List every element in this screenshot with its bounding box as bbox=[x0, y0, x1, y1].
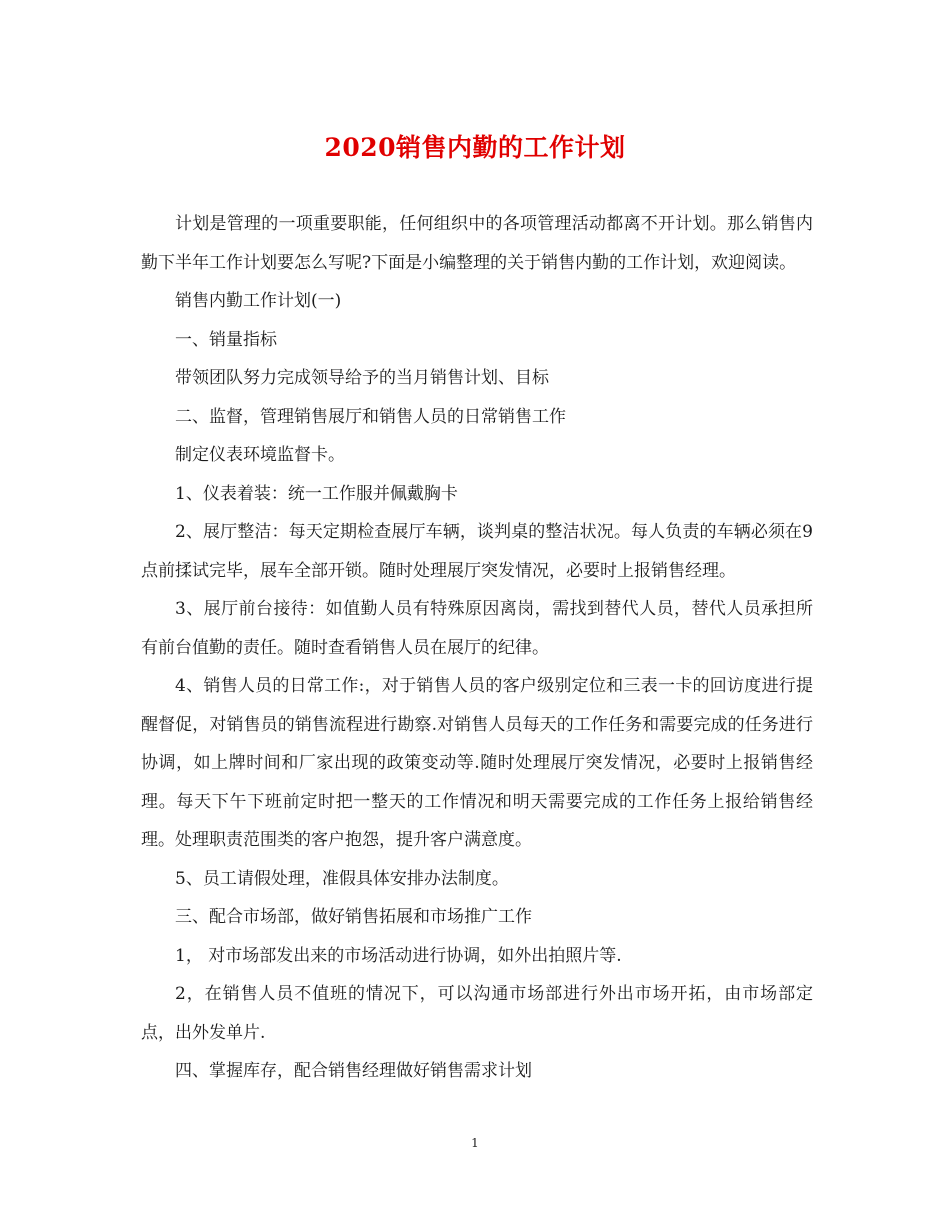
document-title: 2020销售内勤的工作计划 bbox=[324, 133, 626, 162]
page-number: 1 bbox=[471, 1136, 479, 1150]
paragraph-section-heading: 销售内勤工作计划(一) bbox=[175, 291, 342, 311]
list-item: 2，在销售人员不值班的情况下，可以沟通市场部进行外出市场开拓，由市场部定点，出外发单片. bbox=[141, 984, 813, 1043]
list-item: 3、展厅前台接待：如值勤人员有特殊原因离岗，需找到替代人员，替代人员承担所有前台值勤的责任。随时查看销售人员在展厅的纪律。 bbox=[141, 599, 813, 658]
list-item: 1， 对市场部发出来的市场活动进行协调，如外出拍照片等. bbox=[175, 945, 622, 966]
paragraph-heading-3: 三、配合市场部，做好销售拓展和市场推广工作 bbox=[175, 907, 532, 927]
paragraph-heading-1: 一、销量指标 bbox=[175, 329, 277, 350]
list-item: 4、销售人员的日常工作:，对于销售人员的客户级别定位和三表一卡的回访度进行提醒督促，对销售员的销售流程进行勘察.对销售人员每天的工作任务和需要完成的任务进行协调，如上牌时间和厂家出现的政策变动等.随时处理展厅突发情况，必要时上报销售经理。每天下午下班前定时把一整天的工作情况和明天需要完成的工作任务上报给销售经理。处理职责范围类的客户抱怨，提升客户满意度。 bbox=[141, 676, 813, 850]
paragraph-intro: 计划是管理的一项重要职能，任何组织中的各项管理活动都离不开计划。那么销售内勤下半年工作计划要怎么写呢?下面是小编整理的关于销售内勤的工作计划，欢迎阅读。 bbox=[141, 214, 813, 273]
paragraph: 制定仪表环境监督卡。 bbox=[175, 445, 345, 465]
paragraph-heading-2: 二、监督，管理销售展厅和销售人员的日常销售工作 bbox=[175, 406, 566, 427]
list-item: 2、展厅整洁：每天定期检查展厅车辆，谈判桌的整洁状况。每人负责的车辆必须在9点前揉试完毕，展车全部开锁。随时处理展厅突发情况，必要时上报销售经理。 bbox=[141, 522, 813, 581]
list-item: 1、仪表着装：统一工作服并佩戴胸卡 bbox=[175, 483, 458, 504]
list-item: 5、员工请假处理，准假具体安排办法制度。 bbox=[175, 868, 509, 889]
paragraph-heading-4: 四、掌握库存，配合销售经理做好销售需求计划 bbox=[175, 1061, 532, 1081]
document-body bbox=[141, 205, 813, 1091]
paragraph: 带领团队努力完成领导给予的当月销售计划、目标 bbox=[175, 368, 549, 388]
